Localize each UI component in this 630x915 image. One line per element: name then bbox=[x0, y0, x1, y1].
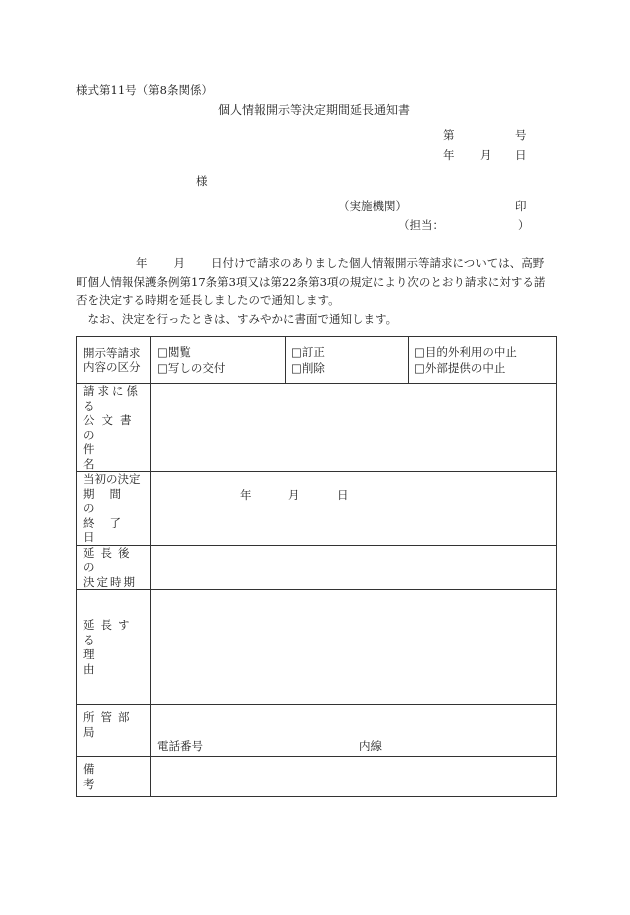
row-original-period-end bbox=[77, 472, 557, 546]
extension-label: 内線 bbox=[359, 739, 382, 753]
request-type-options bbox=[151, 337, 557, 384]
extended-deadline-field[interactable] bbox=[151, 545, 557, 590]
period-month: 月 bbox=[288, 488, 300, 502]
original-period-end-field[interactable] bbox=[151, 472, 557, 546]
body-line-2: 町個人情報保護条例第17条第3項又は第22条第3項の規定により次のとおり請求に対する諾 bbox=[76, 274, 546, 289]
row-department bbox=[77, 705, 557, 757]
department-field[interactable] bbox=[151, 705, 557, 757]
checkbox-view[interactable]: □閲覧 bbox=[157, 345, 191, 359]
checkbox-stop-external-provision[interactable]: □外部提供の中止 bbox=[414, 361, 506, 375]
row-extension-reason bbox=[77, 590, 557, 705]
checkbox-copy[interactable]: □写しの交付 bbox=[157, 361, 226, 375]
form-table bbox=[76, 336, 557, 797]
period-year: 年 bbox=[240, 488, 252, 502]
number-go: 号 bbox=[515, 128, 527, 142]
label-department bbox=[77, 705, 151, 757]
label-line: 備考 bbox=[83, 762, 133, 791]
label-line: 公文書の bbox=[83, 413, 139, 442]
body-paragraph bbox=[76, 254, 556, 328]
seal-mark: 印 bbox=[515, 199, 527, 213]
page-title: 個人情報開示等決定期間延長通知書 bbox=[218, 103, 411, 117]
body-line-3: 否を決定する時期を延長しましたので通知します。 bbox=[76, 293, 340, 307]
label-line: 開示等請求 bbox=[83, 345, 141, 360]
checkbox-deletion[interactable]: □削除 bbox=[291, 361, 325, 375]
row-remarks bbox=[77, 757, 557, 797]
label-extension-reason bbox=[77, 590, 151, 705]
addressee-honorific: 様 bbox=[196, 174, 208, 188]
row-request-type bbox=[77, 337, 557, 384]
body-text-1: 日付けで請求のありました個人情報開示等請求については、高野 bbox=[211, 256, 545, 270]
label-line: 決定時期 bbox=[83, 574, 137, 589]
contact-close: ） bbox=[518, 218, 530, 232]
body-line-4: なお、決定を行ったときは、すみやかに書面で通知します。 bbox=[76, 311, 398, 326]
label-line: 期間の bbox=[83, 486, 136, 515]
label-line: 延長後の bbox=[83, 545, 136, 574]
issuer-org: （実施機関） bbox=[338, 199, 407, 213]
label-request-type bbox=[77, 337, 151, 384]
label-line: 終了日 bbox=[83, 515, 136, 544]
label-original-period-end bbox=[77, 472, 151, 546]
row-document-name bbox=[77, 384, 557, 472]
label-line: 理由 bbox=[83, 647, 133, 676]
form-number: 様式第11号（第8条関係） bbox=[76, 83, 213, 97]
body-month: 月 bbox=[173, 256, 185, 270]
label-remarks bbox=[77, 757, 151, 797]
date-year: 年 bbox=[443, 148, 455, 162]
number-dai: 第 bbox=[443, 128, 455, 142]
row-extended-deadline bbox=[77, 545, 557, 590]
body-year: 年 bbox=[136, 256, 148, 270]
label-line: 件名 bbox=[83, 442, 133, 471]
label-extended-deadline bbox=[77, 545, 151, 590]
date-month: 月 bbox=[480, 148, 492, 162]
label-document-name bbox=[77, 384, 151, 472]
extension-reason-field[interactable] bbox=[151, 590, 557, 705]
label-line: 内容の区分 bbox=[83, 360, 141, 374]
contact-open: （担当： bbox=[398, 218, 444, 232]
label-line: 請求に係る bbox=[83, 384, 141, 413]
divider bbox=[408, 337, 409, 383]
date-day: 日 bbox=[515, 148, 527, 162]
body-line-1 bbox=[76, 254, 556, 273]
checkbox-correction[interactable]: □訂正 bbox=[291, 345, 325, 359]
checkbox-stop-purpose-use[interactable]: □目的外利用の中止 bbox=[414, 345, 517, 359]
label-line: 延長する bbox=[83, 618, 136, 647]
divider bbox=[285, 337, 286, 383]
document-name-field[interactable] bbox=[151, 384, 557, 472]
remarks-field[interactable] bbox=[151, 757, 557, 797]
period-day: 日 bbox=[337, 488, 349, 502]
label-line: 所管部局 bbox=[83, 710, 136, 739]
label-line: 当初の決定 bbox=[83, 472, 141, 486]
phone-label: 電話番号 bbox=[157, 739, 203, 753]
